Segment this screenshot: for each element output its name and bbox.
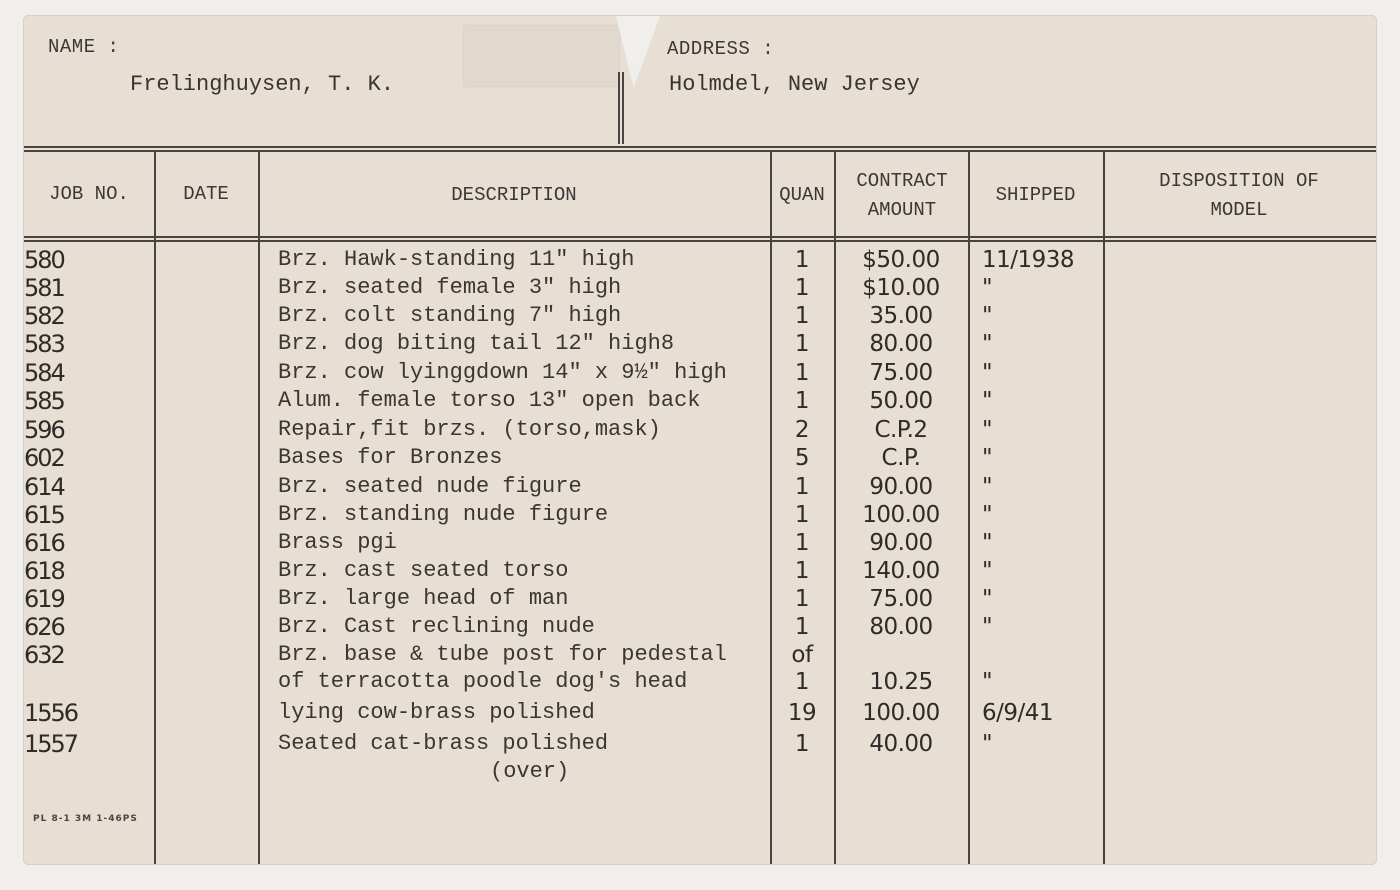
job-quantity: 19 (787, 700, 817, 726)
job-shipped: " (982, 558, 993, 584)
column-header-rule (24, 236, 1376, 238)
address-label: ADDRESS : (667, 38, 775, 60)
column-header-rule-2 (24, 240, 1376, 242)
job-shipped: " (982, 586, 993, 612)
job-shipped: " (982, 417, 993, 443)
job-amount: 75.00 (869, 360, 933, 386)
job-shipped: " (982, 502, 993, 528)
name-value: Frelinghuysen, T. K. (130, 72, 395, 97)
job-shipped: " (982, 388, 993, 414)
job-quantity: 1 (794, 303, 810, 329)
job-amount: 90.00 (869, 474, 933, 500)
job-number: 580 (24, 246, 64, 274)
job-amount: 80.00 (869, 614, 933, 640)
job-description: Brz. large head of man (278, 586, 569, 611)
job-quantity: 1 (794, 586, 810, 612)
job-description: Brass pgi (278, 530, 397, 555)
col-header-job-no: JOB NO. (49, 183, 129, 205)
job-amount: 10.25 (869, 669, 933, 695)
job-description: Repair,fit brzs. (torso,mask) (278, 417, 661, 442)
col-header-quan: QUAN (779, 184, 825, 206)
job-number: 585 (24, 387, 64, 415)
job-number: 583 (24, 330, 64, 358)
tape-patch (464, 26, 619, 86)
header-divider-2 (622, 72, 624, 144)
job-number: 596 (24, 416, 64, 444)
job-shipped: " (982, 474, 993, 500)
job-shipped: " (982, 530, 993, 556)
col-line-5 (968, 150, 970, 864)
job-amount: 140.00 (862, 558, 940, 584)
job-description: Brz. dog biting tail 12" high8 (278, 331, 675, 356)
job-quantity: 1 (794, 558, 810, 584)
job-quantity: 1 (794, 474, 810, 500)
job-shipped: " (982, 669, 993, 695)
col-header-date: DATE (183, 183, 229, 205)
job-description: Brz. base & tube post for pedestal (278, 642, 727, 667)
job-number: 615 (24, 501, 64, 529)
col-line-1 (154, 150, 156, 864)
job-description: Brz. cast seated torso (278, 558, 569, 583)
job-shipped: " (982, 275, 993, 301)
job-quantity: 1 (794, 331, 810, 357)
job-quantity: 2 (794, 417, 810, 443)
job-quantity: 1 (794, 388, 810, 414)
job-number: 1556 (24, 699, 78, 727)
job-quantity: 1 (794, 247, 810, 273)
job-shipped: " (982, 614, 993, 640)
job-number: 584 (24, 359, 64, 387)
job-amount: $50.00 (862, 247, 940, 273)
table-top-rule-2 (24, 150, 1376, 152)
col-header-contract-amount: CONTRACT AMOUNT (856, 170, 948, 221)
job-number: 1557 (24, 730, 78, 758)
col-header-description: DESCRIPTION (451, 184, 577, 206)
job-amount: C.P.2 (874, 417, 928, 443)
col-header-shipped: SHIPPED (995, 184, 1076, 206)
job-quantity: 1 (794, 614, 810, 640)
record-card (24, 16, 1376, 864)
job-shipped: " (982, 331, 993, 357)
job-amount: 100.00 (862, 502, 940, 528)
job-number: 619 (24, 585, 64, 613)
job-shipped: " (982, 360, 993, 386)
col-line-2 (258, 150, 260, 864)
name-label: NAME : (48, 36, 120, 58)
job-description: Bases for Bronzes (278, 445, 503, 470)
job-shipped: 11/1938 (982, 247, 1075, 273)
job-amount: C.P. (881, 445, 921, 471)
header-divider (618, 72, 620, 144)
job-description: Brz. standing nude figure (278, 502, 609, 527)
job-number: 581 (24, 274, 64, 302)
job-shipped: " (982, 303, 993, 329)
job-quantity: 1 (794, 669, 810, 695)
job-shipped: " (982, 731, 993, 757)
job-number: 582 (24, 302, 64, 330)
job-description: Brz. colt standing 7" high (278, 303, 622, 328)
job-number: 618 (24, 557, 64, 585)
job-quantity: 1 (794, 731, 810, 757)
job-shipped: " (982, 445, 993, 471)
job-quantity: 1 (794, 275, 810, 301)
job-amount: 100.00 (862, 700, 940, 726)
job-amount: 50.00 (869, 388, 933, 414)
job-description: Brz. Hawk-standing 11" high (278, 247, 635, 272)
job-quantity: 1 (794, 502, 810, 528)
job-quantity: 5 (794, 445, 810, 471)
job-shipped: 6/9/41 (982, 700, 1054, 726)
job-number: 616 (24, 529, 64, 557)
col-line-6 (1103, 150, 1105, 864)
job-amount: 35.00 (869, 303, 933, 329)
address-value: Holmdel, New Jersey (669, 72, 920, 97)
col-header-disposition: DISPOSITION OF MODEL (1159, 170, 1319, 221)
job-description: Brz. cow lyinggdown 14" x 9½" high (278, 360, 727, 385)
job-description: Brz. seated female 3" high (278, 275, 622, 300)
job-quantity: of (791, 642, 813, 668)
job-number: 602 (24, 444, 64, 472)
job-quantity: 1 (794, 360, 810, 386)
job-description: Brz. Cast reclining nude (278, 614, 595, 639)
job-number: 614 (24, 473, 64, 501)
job-amount: 75.00 (869, 586, 933, 612)
job-number: 632 (24, 641, 64, 669)
job-amount: 90.00 (869, 530, 933, 556)
job-amount: 40.00 (869, 731, 933, 757)
job-description: Seated cat-brass polished (278, 731, 609, 756)
job-description: Alum. female torso 13" open back (278, 388, 701, 413)
job-description: lying cow-brass polished (278, 700, 595, 725)
table-top-rule (24, 146, 1376, 148)
job-description: of terracotta poodle dog's head (278, 669, 688, 694)
job-number: 626 (24, 613, 64, 641)
job-amount: 80.00 (869, 331, 933, 357)
job-quantity: 1 (794, 530, 810, 556)
over-note: (over) (490, 759, 570, 784)
job-amount: $10.00 (862, 275, 940, 301)
form-code: PL 8-1 3M 1-46PS (33, 814, 138, 824)
job-description: Brz. seated nude figure (278, 474, 582, 499)
